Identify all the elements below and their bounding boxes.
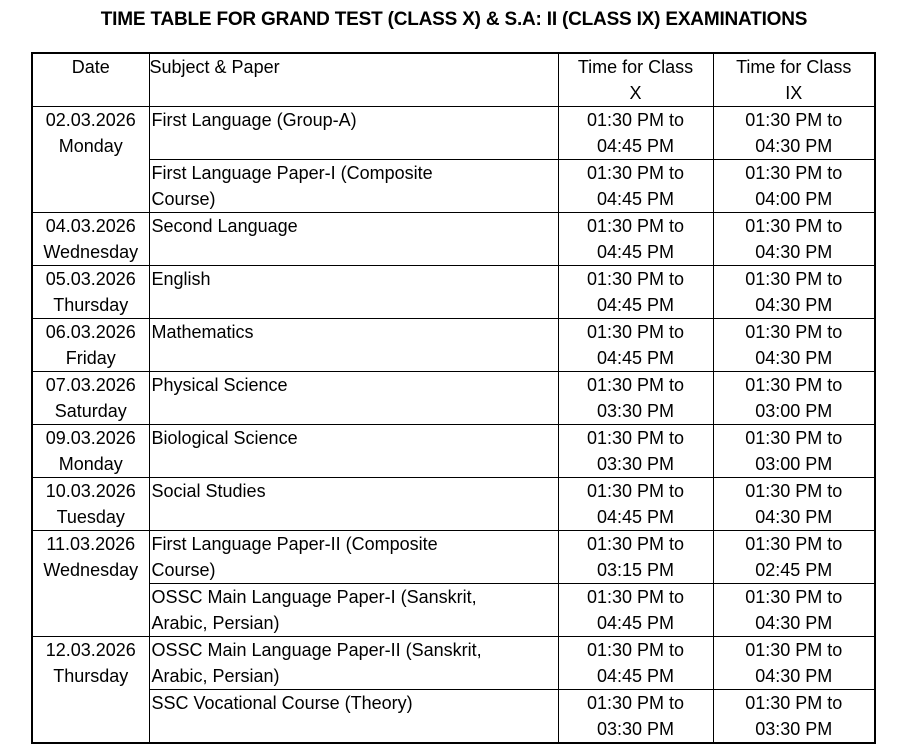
date-value: 09.03.2026 [45, 428, 136, 448]
date-value: 11.03.2026 [46, 534, 136, 554]
time-class-ix-cell: 01:30 PM to 04:30 PM [713, 107, 875, 160]
table-row [32, 637, 875, 690]
day-value: Thursday [53, 666, 129, 686]
table-row [32, 266, 875, 319]
time-class-ix-cell: 01:30 PM to 04:30 PM [713, 319, 875, 372]
day-value: Thursday [53, 295, 129, 315]
time-class-ix-cell: 01:30 PM to 04:30 PM [713, 478, 875, 531]
subject-cell: OSSC Main Language Paper-II (Sanskrit, Arabic, Persian) [149, 637, 558, 690]
header-subject-paper: Subject & Paper [149, 53, 558, 107]
day-value: Monday [58, 136, 123, 156]
day-value: Tuesday [56, 507, 125, 527]
date-cell [32, 478, 149, 531]
time-class-ix-cell: 01:30 PM to 03:00 PM [713, 425, 875, 478]
time-class-x-cell: 01:30 PM to 04:45 PM [558, 478, 713, 531]
subject-cell: Mathematics [149, 319, 558, 372]
date-value: 05.03.2026 [45, 269, 136, 289]
day-value: Wednesday [43, 242, 139, 262]
date-cell [32, 266, 149, 319]
time-class-x-cell: 01:30 PM to 04:45 PM [558, 160, 713, 213]
date-value: 10.03.2026 [45, 481, 136, 501]
day-value: Friday [65, 348, 116, 368]
subject-cell: Physical Science [149, 372, 558, 425]
table-row [32, 160, 875, 213]
time-class-ix-cell: 01:30 PM to 03:30 PM [713, 690, 875, 744]
time-class-ix-cell: 01:30 PM to 04:30 PM [713, 584, 875, 637]
time-class-x-cell: 01:30 PM to 04:45 PM [558, 319, 713, 372]
day-value: Monday [58, 454, 123, 474]
header-date: Date [32, 53, 149, 107]
date-value: 06.03.2026 [45, 322, 136, 342]
header-time-class-x [558, 53, 713, 107]
table-row [32, 213, 875, 266]
date-value: 04.03.2026 [45, 216, 136, 236]
table-row [32, 478, 875, 531]
subject-cell: Social Studies [149, 478, 558, 531]
time-class-x-cell: 01:30 PM to 04:45 PM [558, 266, 713, 319]
time-class-ix-cell: 01:30 PM to 02:45 PM [713, 531, 875, 584]
time-class-x-cell: 01:30 PM to 03:30 PM [558, 690, 713, 744]
date-cell [32, 107, 149, 213]
subject-cell: English [149, 266, 558, 319]
date-cell [32, 319, 149, 372]
subject-cell: First Language (Group-A) [149, 107, 558, 160]
time-class-ix-cell: 01:30 PM to 04:30 PM [713, 213, 875, 266]
table-row [32, 531, 875, 584]
subject-cell: OSSC Main Language Paper-I (Sanskrit, Arabic, Persian) [149, 584, 558, 637]
day-value: Saturday [54, 401, 127, 421]
time-class-x-cell: 01:30 PM to 04:45 PM [558, 584, 713, 637]
header-time-class-ix [713, 53, 875, 107]
table-row [32, 372, 875, 425]
subject-cell: Biological Science [149, 425, 558, 478]
date-cell [32, 425, 149, 478]
time-class-x-cell: 01:30 PM to 03:30 PM [558, 372, 713, 425]
table-row [32, 319, 875, 372]
date-value: 12.03.2026 [45, 640, 136, 660]
date-cell [32, 637, 149, 744]
time-class-ix-cell: 01:30 PM to 03:00 PM [713, 372, 875, 425]
time-class-ix-cell: 01:30 PM to 04:30 PM [713, 637, 875, 690]
date-value: 07.03.2026 [45, 375, 136, 395]
table-row [32, 425, 875, 478]
table-row [32, 107, 875, 160]
time-class-x-cell: 01:30 PM to 04:45 PM [558, 213, 713, 266]
exam-timetable [31, 52, 876, 744]
time-class-x-cell: 01:30 PM to 03:15 PM [558, 531, 713, 584]
time-class-x-cell: 01:30 PM to 04:45 PM [558, 637, 713, 690]
date-value: 02.03.2026 [45, 110, 136, 130]
header-time-class-x-label: Time for Class X [577, 57, 694, 103]
time-class-x-cell: 01:30 PM to 04:45 PM [558, 107, 713, 160]
date-cell [32, 372, 149, 425]
day-value: Wednesday [43, 560, 139, 580]
date-cell [32, 531, 149, 637]
time-class-ix-cell: 01:30 PM to 04:00 PM [713, 160, 875, 213]
time-class-ix-cell: 01:30 PM to 04:30 PM [713, 266, 875, 319]
time-class-x-cell: 01:30 PM to 03:30 PM [558, 425, 713, 478]
subject-cell: SSC Vocational Course (Theory) [149, 690, 558, 744]
subject-cell: First Language Paper-I (Composite Course) [149, 160, 558, 213]
date-cell [32, 213, 149, 266]
subject-cell: First Language Paper-II (Composite Course) [149, 531, 558, 584]
header-time-class-ix-label: Time for Class IX [736, 57, 852, 103]
page-title: TIME TABLE FOR GRAND TEST (CLASS X) & S.A: II (CLASS IX) EXAMINATIONS [100, 9, 808, 30]
table-row [32, 584, 875, 637]
header-row [32, 53, 875, 107]
table-row [32, 690, 875, 744]
subject-cell: Second Language [149, 213, 558, 266]
